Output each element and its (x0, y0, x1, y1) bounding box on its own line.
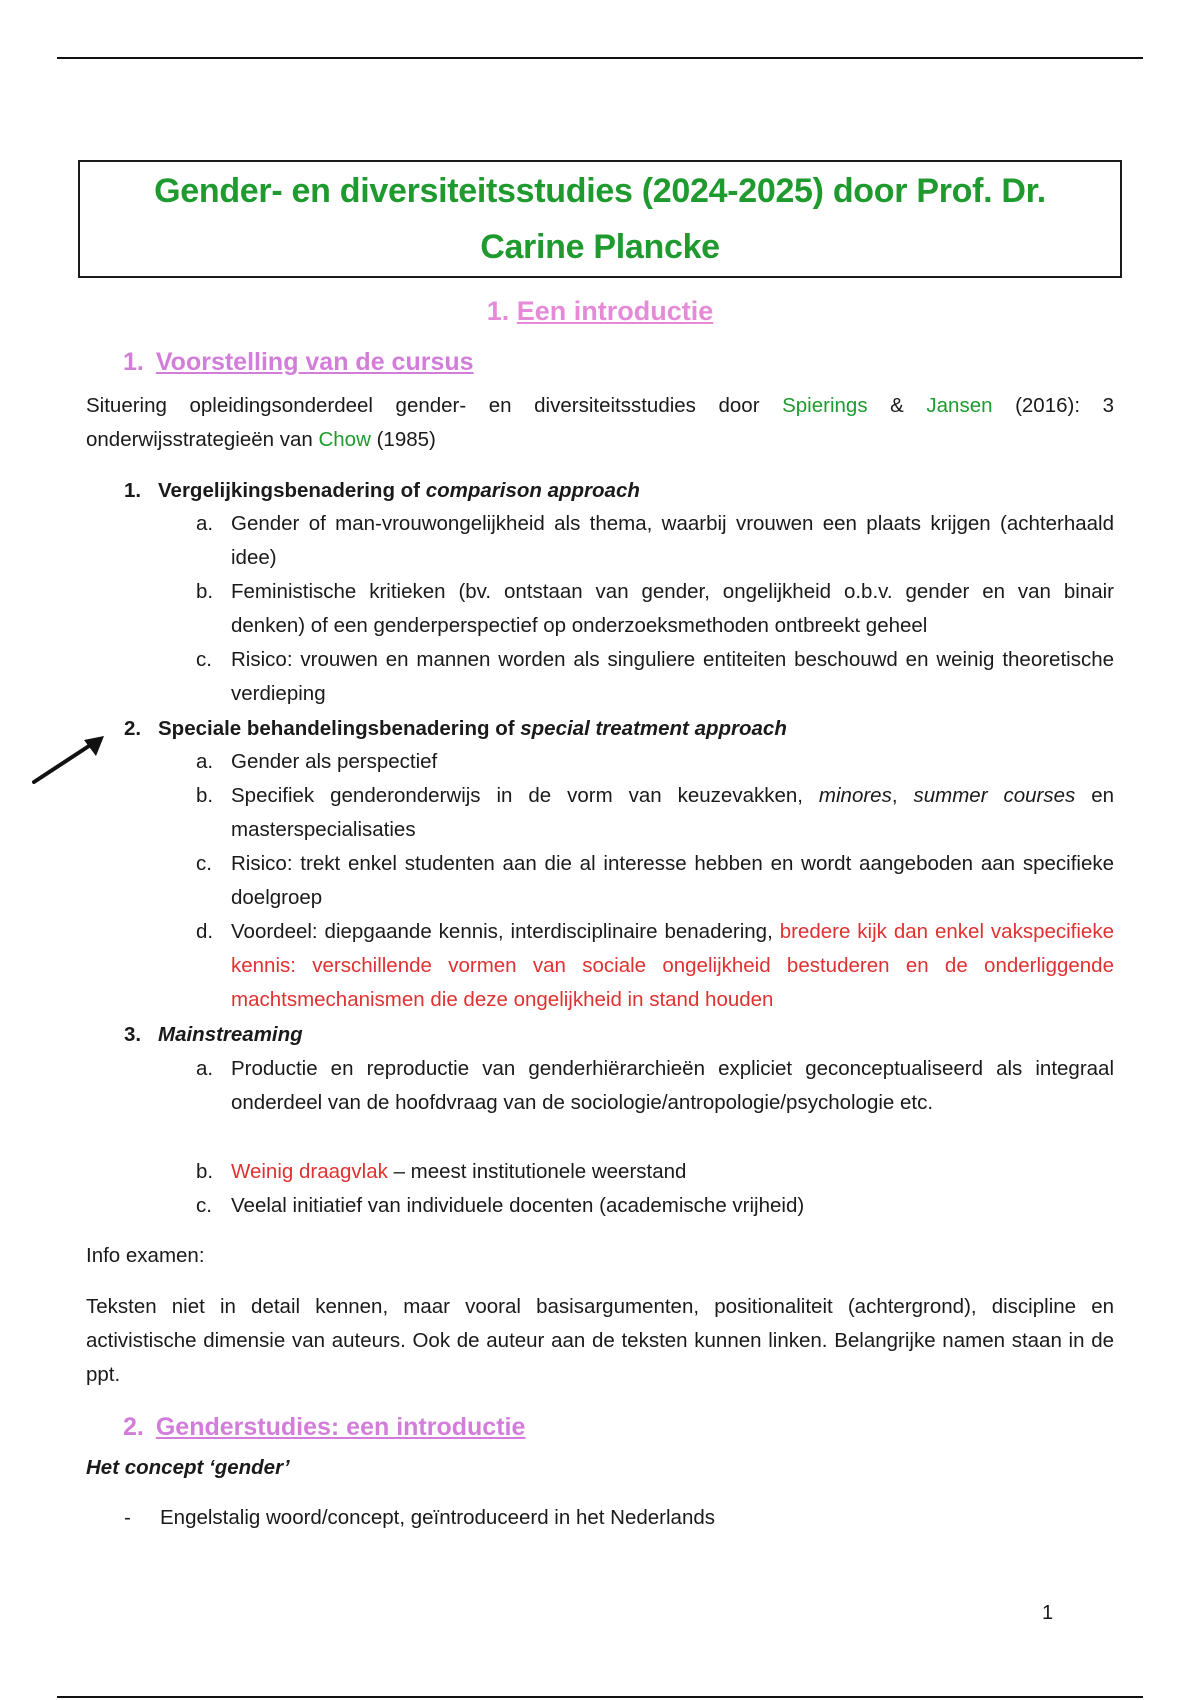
list-item: c. Risico: trekt enkel studenten aan die al interesse hebben en wordt aangeboden aan specifieke doelgroep (196, 852, 1114, 909)
section-heading-2: 2. Genderstudies: een introductie (123, 1413, 526, 1441)
section-heading-1: 1. Voorstelling van de cursus (123, 348, 474, 376)
strategy-1-heading: 1. Vergelijkingsbenadering of comparison approach (124, 479, 640, 502)
arrow-icon (30, 732, 110, 788)
concept-heading: Het concept ‘gender’ (86, 1456, 290, 1479)
author-name: Chow (318, 428, 371, 451)
title-box (78, 160, 1122, 278)
list-item: b. Specifiek genderonderwijs in de vorm van keuzevakken, minores, summer courses en masterspecialisaties (196, 784, 1114, 841)
strategy-2-heading: 2. Speciale behandelingsbenadering of special treatment approach (124, 717, 787, 740)
chapter-heading: 1. Een introductie (486, 296, 714, 326)
strategy-3-heading: 3. Mainstreaming (124, 1023, 303, 1046)
exam-paragraph: Teksten niet in detail kennen, maar vooral basisargumenten, positionaliteit (achtergrond), discipline en activistische dimensie van auteurs. Ook de auteur aan de teksten kunnen linken. Belangrijke namen staan in de ppt. (86, 1295, 1114, 1386)
list-item: c. Veelal initiatief van individuele docenten (academische vrijheid) (196, 1194, 805, 1217)
list-item: a. Gender of man-vrouwongelijkheid als thema, waarbij vrouwen een plaats krijgen (achterhaald idee) (196, 512, 1114, 569)
intro-paragraph: Situering opleidingsonderdeel gender- en diversiteitsstudies door Spierings & Jansen (2016): 3 onderwijsstrategieën van Chow (1985) (86, 394, 1114, 451)
document-title: Gender- en diversiteitsstudies (2024-2025) door Prof. Dr. Carine Plancke (154, 172, 1046, 266)
top-rule (57, 57, 1143, 59)
bullet-item: - Engelstalig woord/concept, geïntroduceerd in het Nederlands (124, 1506, 715, 1529)
highlighted-text: bredere kijk dan enkel vakspecifieke kennis: verschillende vormen van sociale ongelijkheid bestuderen en de onderliggende machtsmechanismen die deze ongelijkheid in stand houden (231, 920, 1114, 1011)
author-name: Jansen (926, 394, 993, 417)
highlighted-text: Weinig draagvlak (231, 1160, 388, 1183)
page-number: 1 (1042, 1602, 1054, 1624)
list-item: b. Weinig draagvlak – meest institutionele weerstand (196, 1160, 687, 1183)
author-name: Spierings (782, 394, 868, 417)
list-item: a. Gender als perspectief (196, 750, 438, 773)
exam-label: Info examen: (86, 1244, 205, 1267)
list-item: a. Productie en reproductie van genderhiërarchieën expliciet geconceptualiseerd als integraal onderdeel van de hoofdvraag van de sociologie/antropologie/psychologie etc. (196, 1057, 1114, 1114)
list-item: b. Feministische kritieken (bv. ontstaan van gender, ongelijkheid o.b.v. gender en van binair denken) of een genderperspectief op onderzoeksmethoden ontbreekt geheel (196, 580, 1114, 637)
list-item: c. Risico: vrouwen en mannen worden als singuliere entiteiten beschouwd en weinig theoretische verdieping (196, 648, 1114, 705)
bottom-rule (57, 1696, 1143, 1698)
list-item: d. Voordeel: diepgaande kennis, interdisciplinaire benadering, bredere kijk dan enkel vakspecifieke kennis: verschillende vormen van sociale ongelijkheid bestuderen en de onderliggende machtsmechanismen die deze ongelijkheid in stand houden (196, 920, 1114, 1011)
